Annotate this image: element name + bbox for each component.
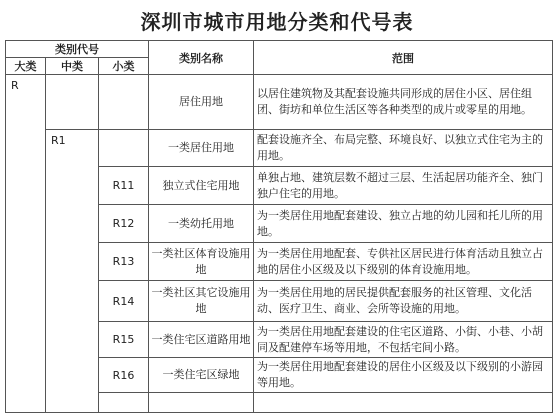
scope-cell: 为一类居住用地配套建设的住宅区道路、小街、小巷、小胡同及配建停车场等用地，不包括宅间小路。 — [254, 322, 553, 358]
header-code-group: 类别代号 — [6, 41, 149, 58]
header-name: 类别名称 — [149, 41, 254, 75]
minor-code-cell: R14 — [99, 281, 149, 322]
category-name-cell: 一类住宅区道路用地 — [149, 322, 254, 358]
minor-code-cell: R12 — [99, 205, 149, 243]
scope-cell: 为一类居住用地的居民提供配套服务的社区管理、文化活动、医疗卫生、商业、会所等设施的用地。 — [254, 281, 553, 322]
header-medium: 中类 — [46, 58, 99, 75]
scope-cell: 为一类居住用地配套建设、独立占地的幼儿园和托儿所的用地。 — [254, 205, 553, 243]
medium-code-cell: R1 — [46, 130, 99, 413]
category-name-cell: 一类幼托用地 — [149, 205, 254, 243]
minor-code-cell: R15 — [99, 322, 149, 358]
header-minor: 小类 — [99, 58, 149, 75]
table-row — [6, 75, 553, 130]
land-use-classification-table — [5, 40, 553, 413]
category-name-cell: 一类社区其它设施用地 — [149, 281, 254, 322]
page-title: 深圳市城市用地分类和代号表 — [140, 10, 414, 34]
category-name-cell: 居住用地 — [149, 75, 254, 130]
category-name-cell: 一类社区体育设施用地 — [149, 243, 254, 281]
minor-code-cell: R13 — [99, 243, 149, 281]
medium-code-cell — [46, 75, 99, 130]
minor-code-cell — [99, 75, 149, 130]
scope-cell: 配套设施齐全、布局完整、环境良好、以独立式住宅为主的用地。 — [254, 130, 553, 167]
header-row — [6, 41, 553, 58]
minor-code-cell: R16 — [99, 358, 149, 393]
scope-cell: 单独占地、建筑层数不超过三层、生活起居功能齐全、独门独户住宅的用地。 — [254, 167, 553, 205]
scope-cell: 为一类居住用地配套、专供社区居民进行体育活动且独立占地的居住小区级及以下级别的体育设施用地。 — [254, 243, 553, 281]
scope-cell: 以居住建筑物及其配套设施共同形成的居住小区、居住组团、街坊和单位生活区等各种类型的成片或零星的用地。 — [254, 75, 553, 130]
minor-code-cell — [99, 130, 149, 167]
header-scope: 范围 — [254, 41, 553, 75]
minor-code-cell — [99, 393, 149, 413]
scope-cell — [254, 393, 553, 413]
header-major: 大类 — [6, 58, 46, 75]
scope-cell: 为一类居住用地配套建设的居住小区级及以下级别的小游园等用地。 — [254, 358, 553, 393]
major-code-cell: R — [6, 75, 46, 413]
category-name-cell: 一类住宅区绿地 — [149, 358, 254, 393]
minor-code-cell: R11 — [99, 167, 149, 205]
table-row — [6, 130, 553, 167]
category-name-cell: 一类居住用地 — [149, 130, 254, 167]
category-name-cell: 独立式住宅用地 — [149, 167, 254, 205]
category-name-cell — [149, 393, 254, 413]
